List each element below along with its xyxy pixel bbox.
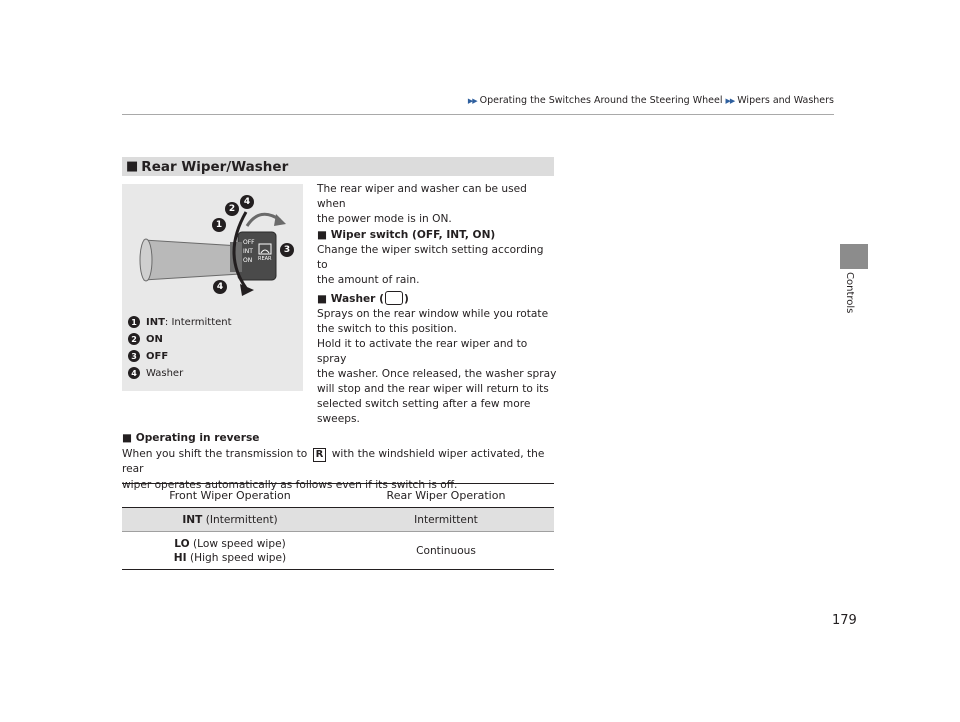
legend-num: 1 [128, 316, 140, 328]
washer-icon [385, 291, 403, 305]
column-header-rear: Rear Wiper Operation [386, 489, 506, 502]
text-line: will stop and the rear wiper will return to its [317, 383, 549, 395]
breadcrumb-item-wipers[interactable]: Wipers and Washers [737, 95, 834, 106]
text-line: wiper operates automatically as follows even if its switch is off. [122, 478, 458, 491]
breadcrumb-arrow-icon: ▶▶ [467, 96, 477, 105]
term: INT [182, 513, 203, 526]
term: HI [173, 551, 187, 564]
callout-3: 3 [280, 243, 294, 257]
column-header-front: Front Wiper Operation [169, 489, 291, 502]
callout-4-top: 4 [240, 195, 254, 209]
section-title: Rear Wiper/Washer [141, 158, 289, 175]
table-row [122, 508, 554, 532]
wiper-operation-table [122, 483, 554, 570]
callout-2: 2 [225, 202, 239, 216]
legend-desc: Washer [146, 367, 184, 379]
table-cell-rear: Intermittent [414, 513, 478, 526]
desc: (High speed wipe) [186, 551, 287, 564]
section-header [122, 157, 554, 176]
knob-label-on: ON [243, 257, 253, 264]
table-cell-rear: Continuous [416, 544, 476, 557]
text-line: the switch to this position. [317, 323, 457, 335]
wiper-switch-heading: ■ Wiper switch (OFF, INT, ON) [317, 229, 496, 241]
desc: (Low speed wipe) [189, 537, 286, 550]
intro-paragraph [317, 182, 557, 227]
text-line: the amount of rain. [317, 274, 420, 286]
header-divider [122, 114, 834, 115]
text-line: the washer. Once released, the washer spray [317, 368, 557, 380]
table-cell-front [122, 513, 338, 527]
washer-paragraph [317, 291, 557, 427]
breadcrumb [465, 95, 834, 106]
wiper-switch-paragraph [317, 228, 557, 288]
text-line: Change the wiper switch setting according to [317, 244, 544, 271]
chapter-tab-marker [840, 244, 868, 269]
text-line: Sprays on the rear window while you rotate [317, 308, 549, 320]
washer-heading [317, 291, 557, 307]
table-header [122, 483, 554, 508]
text-line: Hold it to activate the rear wiper and to spray [317, 338, 528, 365]
desc: (Intermittent) [202, 513, 278, 526]
legend-term: OFF [146, 350, 169, 362]
legend-num: 3 [128, 350, 140, 362]
knob-label-off: OFF [243, 239, 255, 246]
text-line: sweeps. [317, 413, 360, 425]
chapter-tab-label: Controls [844, 272, 855, 314]
text-line [122, 447, 558, 478]
legend-item-3 [128, 350, 168, 362]
callout-4-bottom: 4 [213, 280, 227, 294]
callout-1: 1 [212, 218, 226, 232]
washer-heading-post: ) [403, 293, 409, 305]
washer-heading-pre: ■ Washer ( [317, 293, 384, 305]
reverse-line-pre: When you shift the transmission to [122, 447, 308, 460]
gear-r-icon: R [313, 448, 327, 462]
legend-term: ON [146, 333, 163, 345]
legend-item-4 [128, 367, 183, 379]
chapter-tab-label-wrap [844, 272, 864, 342]
legend-num: 2 [128, 333, 140, 345]
reverse-line-post: with the windshield wiper activated, the rear [122, 447, 545, 475]
knob-label-rear: REAR [258, 256, 272, 262]
text-line: The rear wiper and washer can be used when [317, 183, 527, 210]
table-cell-front [122, 537, 338, 565]
text-line: the power mode is in ON. [317, 213, 452, 225]
text-line: selected switch setting after a few more [317, 398, 531, 410]
knob-label-int: INT [243, 248, 253, 255]
breadcrumb-arrow-icon: ▶▶ [725, 96, 735, 105]
legend-item-2 [128, 333, 163, 345]
table-row [122, 532, 554, 570]
section-marker: ■ [126, 159, 139, 174]
page-number: 179 [832, 613, 857, 628]
legend-item-1 [128, 316, 232, 328]
legend-num: 4 [128, 367, 140, 379]
term: LO [174, 537, 190, 550]
reverse-heading: ■ Operating in reverse [122, 432, 260, 444]
legend-desc: : Intermittent [164, 316, 232, 328]
legend-term: INT [146, 316, 165, 328]
breadcrumb-item-switches[interactable]: Operating the Switches Around the Steering Wheel [479, 95, 723, 106]
